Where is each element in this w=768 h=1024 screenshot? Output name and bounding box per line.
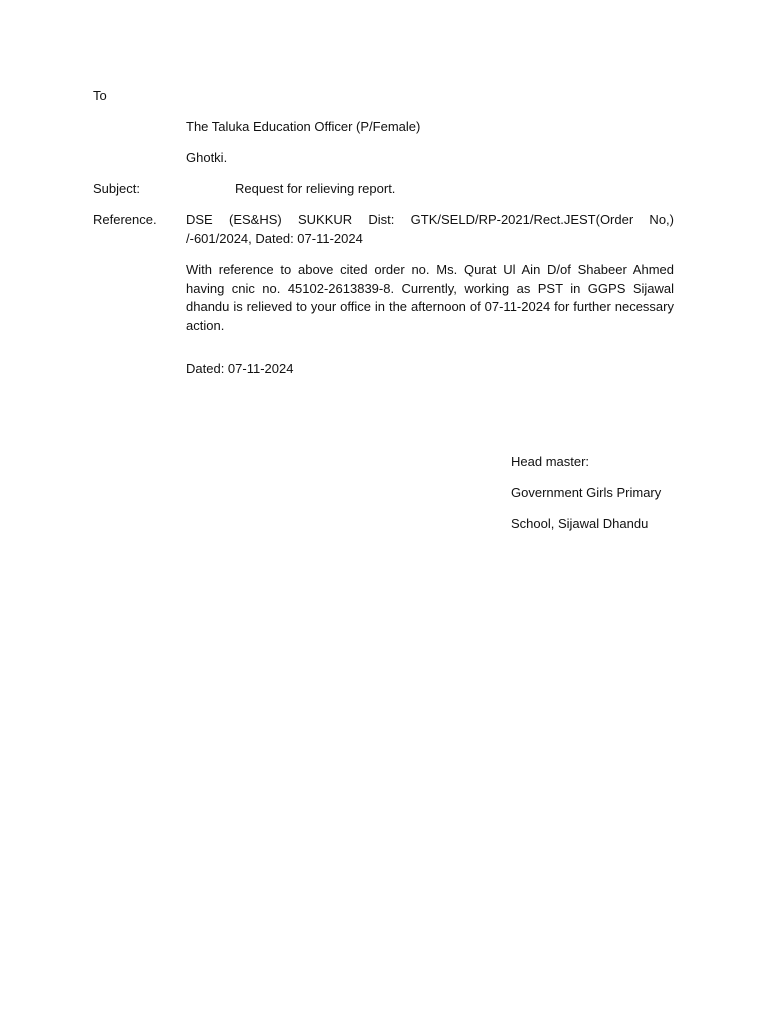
recipient-place: Ghotki. (186, 150, 228, 165)
salutation: To (93, 88, 107, 103)
dated-line: Dated: 07-11-2024 (186, 361, 294, 376)
subject-label: Subject: (93, 181, 140, 196)
reference-text: DSE (ES&HS) SUKKUR Dist: GTK/SELD/RP-2021/Rect.JEST(Order No,) /-601/2024, Dated: 07-11-2024 (186, 212, 674, 246)
subject-text: Request for relieving report. (235, 181, 396, 196)
signature-school-line1: Government Girls Primary (511, 485, 662, 500)
reference-label: Reference. (93, 212, 157, 227)
body-paragraph: With reference to above cited order no. Ms. Qurat Ul Ain D/of Shabeer Ahmed having cnic no. 45102-2613839-8. Currently, working as PST in GGPS Sijawal dhandu is relieved to your office in the afternoon of 07-11-2024 for further necessary action. (186, 262, 674, 333)
recipient-title: The Taluka Education Officer (P/Female) (186, 119, 421, 134)
signature-role: Head master: (511, 454, 590, 469)
signature-school-line2: School, Sijawal Dhandu (511, 516, 649, 531)
